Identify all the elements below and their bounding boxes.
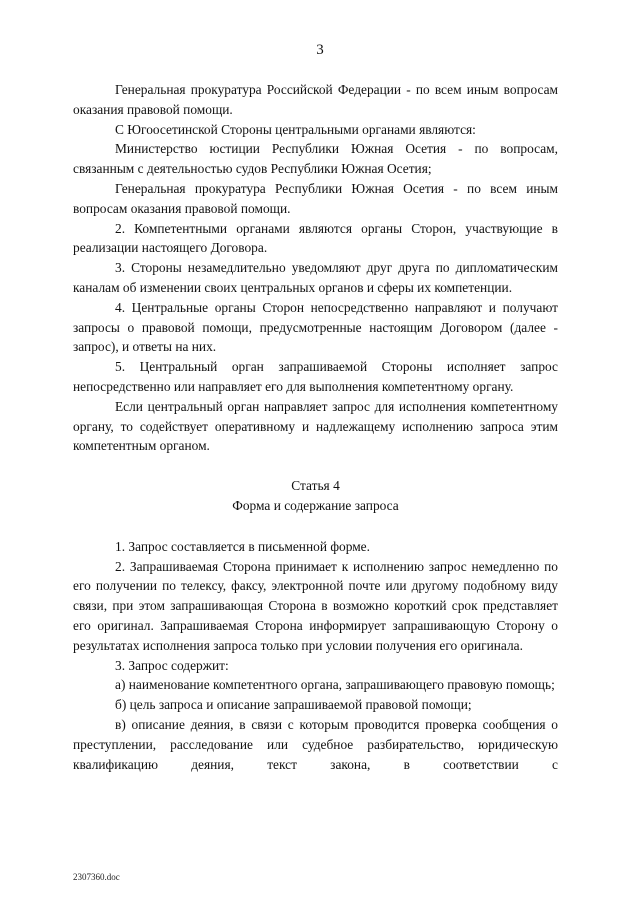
paragraph: 2. Запрашиваемая Сторона принимает к исполнению запрос немедленно по его получении по телексу, факсу, электронной почте или другому подобному виду связи, при этом запрашивающая Сторона в возможно короткий срок представляет его оригинал. Запрашиваемая Сторона информирует запрашивающую Сторону о результатах исполнения запроса только при условии получения его оригинала. [73, 558, 558, 653]
paragraph: С Югоосетинской Стороны центральными органами являются: [115, 121, 476, 137]
paragraph: в) описание деяния, в связи с которым проводится проверка сообщения о преступлении, расследование или судебное разбирательство, юридическую квалификацию деяния, текст закона, в соответствии с [73, 716, 558, 772]
paragraph: 4. Центральные органы Сторон непосредственно направляют и получают запросы о правовой помощи, предусмотренные настоящим Договором (далее - запрос), и ответы на них. [73, 299, 558, 355]
article-heading [73, 476, 558, 516]
page-number: 3 [316, 42, 324, 58]
paragraph: Генеральная прокуратура Республики Южная Осетия - по всем иным вопросам оказания правовой помощи. [73, 180, 558, 216]
paragraph: Если центральный орган направляет запрос для исполнения компетентному органу, то содействует оперативному и надлежащему исполнению запроса этим компетентным органом. [73, 398, 558, 454]
paragraph: Министерство юстиции Республики Южная Осетия - по вопросам, связанным с деятельностью судов Республики Южная Осетия; [73, 141, 558, 177]
paragraph: 3. Стороны незамедлительно уведомляют друг друга по дипломатическим каналам об изменении своих центральных органов и сферы их компетенции. [73, 260, 558, 295]
paragraph: 2. Компетентными органами являются органы Сторон, участвующие в реализации настоящего Договора. [73, 220, 558, 256]
paragraph: а) наименование компетентного органа, запрашивающего правовую помощь; [115, 677, 555, 693]
article-title: Форма и содержание запроса [232, 497, 399, 513]
document-body [73, 80, 558, 774]
paragraph: 5. Центральный орган запрашиваемой Стороны исполняет запрос непосредственно или направляет его для выполнения компетентному органу. [73, 359, 558, 394]
article-number: Статья 4 [291, 478, 340, 494]
file-name-footer: 2307360.doc [73, 872, 120, 882]
paragraph: Генеральная прокуратура Российской Федерации - по всем иным вопросам оказания правовой помощи. [73, 82, 558, 117]
paragraph: б) цель запроса и описание запрашиваемой правовой помощи; [115, 697, 472, 713]
paragraph: 1. Запрос составляется в письменной форме. [115, 538, 370, 554]
paragraph: 3. Запрос содержит: [115, 657, 229, 673]
